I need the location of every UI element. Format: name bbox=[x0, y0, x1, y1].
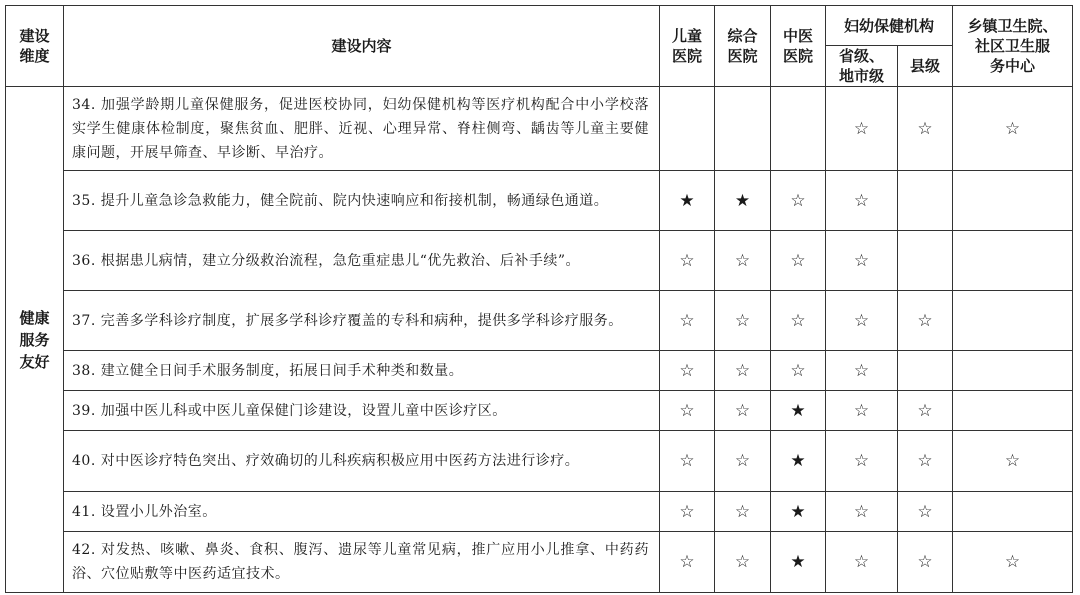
outline-star-icon: ☆ bbox=[826, 351, 898, 391]
outline-star-icon: ☆ bbox=[898, 431, 953, 492]
outline-star-icon: ☆ bbox=[660, 532, 715, 593]
header-township: 乡镇卫生院、 社区卫生服 务中心 bbox=[953, 6, 1073, 87]
outline-star-icon: ☆ bbox=[953, 532, 1073, 593]
outline-star-icon: ☆ bbox=[826, 431, 898, 492]
outline-star-icon: ☆ bbox=[715, 391, 771, 431]
table-row bbox=[6, 231, 1073, 291]
table-row bbox=[6, 351, 1073, 391]
outline-star-icon: ☆ bbox=[898, 291, 953, 351]
outline-star-icon: ☆ bbox=[715, 351, 771, 391]
outline-star-icon: ☆ bbox=[771, 171, 826, 231]
header-dimension: 建设 维度 bbox=[6, 6, 64, 87]
outline-star-icon: ☆ bbox=[715, 431, 771, 492]
mark-cell bbox=[953, 351, 1073, 391]
outline-star-icon: ☆ bbox=[826, 87, 898, 171]
header-mch-group: 妇幼保健机构 bbox=[826, 6, 953, 46]
row-content: 34. 加强学龄期儿童保健服务，促进医校协同，妇幼保健机构等医疗机构配合中小学校落实学生健康体检制度，聚焦贫血、肥胖、近视、心理异常、脊柱侧弯、龋齿等儿童主要健康问题，开展早筛查、早诊断、早治疗。 bbox=[64, 87, 660, 171]
header-general-hospital: 综合 医院 bbox=[715, 6, 771, 87]
outline-star-icon: ☆ bbox=[660, 351, 715, 391]
mark-cell bbox=[953, 391, 1073, 431]
filled-star-icon: ★ bbox=[715, 171, 771, 231]
row-content: 40. 对中医诊疗特色突出、疗效确切的儿科疾病积极应用中医药方法进行诊疗。 bbox=[64, 431, 660, 492]
row-content: 42. 对发热、咳嗽、鼻炎、食积、腹泻、遗尿等儿童常见病，推广应用小儿推拿、中药药浴、穴位贴敷等中医药适宜技术。 bbox=[64, 532, 660, 593]
mark-cell bbox=[898, 231, 953, 291]
table-row bbox=[6, 532, 1073, 593]
filled-star-icon: ★ bbox=[660, 171, 715, 231]
outline-star-icon: ☆ bbox=[953, 431, 1073, 492]
outline-star-icon: ☆ bbox=[715, 532, 771, 593]
filled-star-icon: ★ bbox=[771, 431, 826, 492]
outline-star-icon: ☆ bbox=[771, 291, 826, 351]
filled-star-icon: ★ bbox=[771, 391, 826, 431]
row-content: 39. 加强中医儿科或中医儿童保健门诊建设，设置儿童中医诊疗区。 bbox=[64, 391, 660, 431]
outline-star-icon: ☆ bbox=[771, 351, 826, 391]
mark-cell bbox=[771, 87, 826, 171]
row-content: 36. 根据患儿病情，建立分级救治流程，急危重症患儿“优先救治、后补手续”。 bbox=[64, 231, 660, 291]
outline-star-icon: ☆ bbox=[660, 431, 715, 492]
mark-cell bbox=[953, 291, 1073, 351]
mark-cell bbox=[898, 351, 953, 391]
outline-star-icon: ☆ bbox=[826, 291, 898, 351]
outline-star-icon: ☆ bbox=[715, 231, 771, 291]
outline-star-icon: ☆ bbox=[826, 532, 898, 593]
header-mch-province: 省级、 地市级 bbox=[826, 46, 898, 87]
row-content: 35. 提升儿童急诊急救能力，健全院前、院内快速响应和衔接机制，畅通绿色通道。 bbox=[64, 171, 660, 231]
outline-star-icon: ☆ bbox=[953, 87, 1073, 171]
outline-star-icon: ☆ bbox=[771, 231, 826, 291]
header-children-hospital: 儿童 医院 bbox=[660, 6, 715, 87]
outline-star-icon: ☆ bbox=[898, 391, 953, 431]
outline-star-icon: ☆ bbox=[660, 231, 715, 291]
construction-table bbox=[5, 5, 1073, 593]
table-row bbox=[6, 431, 1073, 492]
outline-star-icon: ☆ bbox=[826, 492, 898, 532]
outline-star-icon: ☆ bbox=[715, 492, 771, 532]
mark-cell bbox=[898, 171, 953, 231]
dimension-cell: 健康 服务 友好 bbox=[6, 87, 64, 593]
outline-star-icon: ☆ bbox=[898, 87, 953, 171]
mark-cell bbox=[953, 171, 1073, 231]
filled-star-icon: ★ bbox=[771, 492, 826, 532]
outline-star-icon: ☆ bbox=[898, 532, 953, 593]
outline-star-icon: ☆ bbox=[660, 391, 715, 431]
mark-cell bbox=[953, 492, 1073, 532]
header-mch-county: 县级 bbox=[898, 46, 953, 87]
outline-star-icon: ☆ bbox=[826, 391, 898, 431]
row-content: 37. 完善多学科诊疗制度，扩展多学科诊疗覆盖的专科和病种，提供多学科诊疗服务。 bbox=[64, 291, 660, 351]
table-row bbox=[6, 171, 1073, 231]
mark-cell bbox=[660, 87, 715, 171]
table-row bbox=[6, 391, 1073, 431]
outline-star-icon: ☆ bbox=[898, 492, 953, 532]
header-content: 建设内容 bbox=[64, 6, 660, 87]
outline-star-icon: ☆ bbox=[715, 291, 771, 351]
mark-cell bbox=[953, 231, 1073, 291]
header-tcm-hospital: 中医 医院 bbox=[771, 6, 826, 87]
mark-cell bbox=[715, 87, 771, 171]
outline-star-icon: ☆ bbox=[660, 492, 715, 532]
outline-star-icon: ☆ bbox=[826, 171, 898, 231]
table-row bbox=[6, 87, 1073, 171]
table-row bbox=[6, 291, 1073, 351]
table-row bbox=[6, 492, 1073, 532]
filled-star-icon: ★ bbox=[771, 532, 826, 593]
row-content: 38. 建立健全日间手术服务制度，拓展日间手术种类和数量。 bbox=[64, 351, 660, 391]
row-content: 41. 设置小儿外治室。 bbox=[64, 492, 660, 532]
outline-star-icon: ☆ bbox=[826, 231, 898, 291]
outline-star-icon: ☆ bbox=[660, 291, 715, 351]
